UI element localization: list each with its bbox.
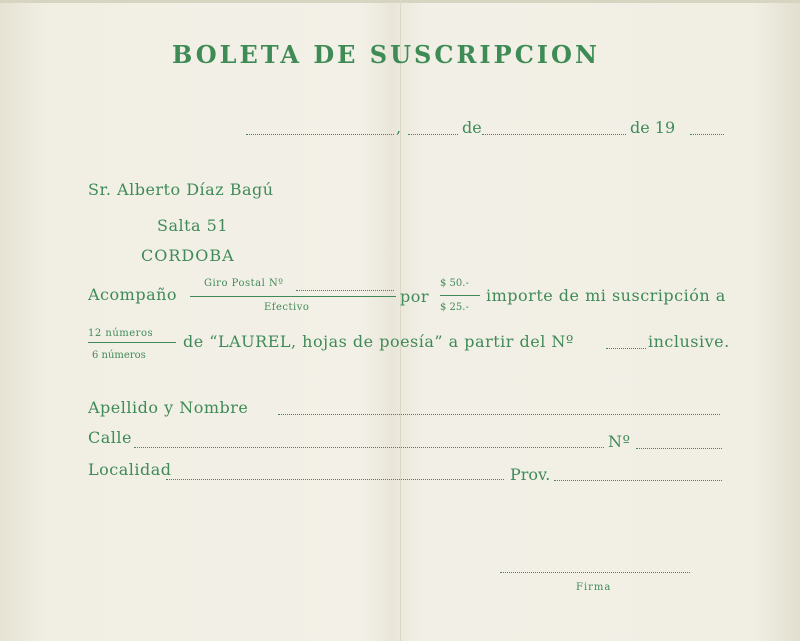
issues-divider [88,342,176,343]
date-year-field[interactable] [690,134,724,135]
payment-lead: Acompaño [88,285,178,304]
signature-field[interactable] [500,572,690,573]
date-de-label: de [462,118,482,137]
start-issue-field[interactable] [606,348,646,349]
payment-tail: importe de mi suscripción a [486,286,726,305]
price-divider [440,295,480,296]
locality-field[interactable] [166,479,504,480]
locality-label: Localidad [88,460,172,479]
issues-text: de “LAUREL, hojas de poesía” a partir del Nº [183,332,574,351]
signature-label: Firma [576,582,612,593]
giro-postal-option[interactable]: Giro Postal Nº [204,278,284,289]
date-place-field[interactable] [246,134,394,135]
price-25-option[interactable]: $ 25.- [440,302,469,313]
date-month-field[interactable] [482,134,626,135]
province-label: Prov. [510,465,551,484]
street-field[interactable] [134,447,604,448]
street-label: Calle [88,428,132,447]
price-50-option[interactable]: $ 50.- [440,278,469,289]
street-number-field[interactable] [636,448,722,449]
recipient-city: CORDOBA [141,246,235,265]
form-title: BOLETA DE SUSCRIPCION [172,40,600,69]
giro-number-field[interactable] [296,290,394,291]
province-field[interactable] [554,480,722,481]
payment-divider [190,296,396,297]
por-label: por [400,287,430,306]
recipient-street: Salta 51 [157,216,229,235]
name-field[interactable] [278,414,720,415]
twelve-issues-option[interactable]: 12 números [88,328,154,339]
efectivo-option[interactable]: Efectivo [264,302,310,313]
date-day-field[interactable] [408,134,458,135]
inclusive-label: inclusive. [648,332,730,351]
name-label: Apellido y Nombre [88,398,249,417]
six-issues-option[interactable]: 6 números [92,350,146,361]
recipient-name: Sr. Alberto Díaz Bagú [88,180,274,199]
street-number-label: Nº [608,432,631,451]
date-comma: , [396,118,402,137]
fold-crease [400,0,401,641]
date-year-label: de 19 [630,118,676,137]
